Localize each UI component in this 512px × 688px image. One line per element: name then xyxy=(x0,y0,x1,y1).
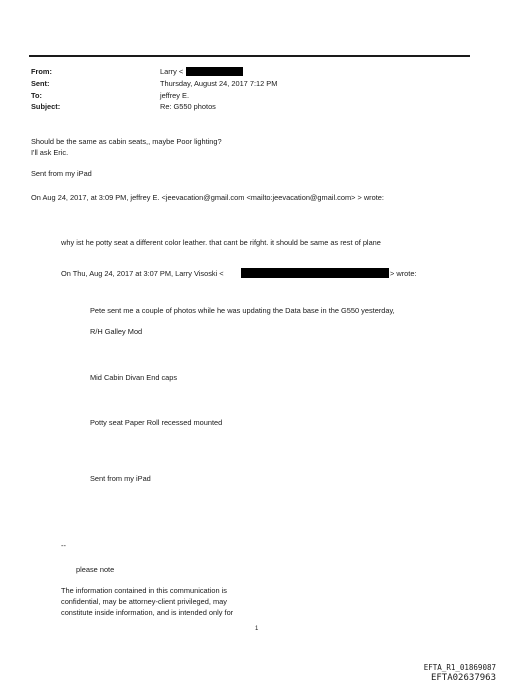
quote2-header-start: On Thu, Aug 24, 2017 at 3:07 PM, Larry Visoski < xyxy=(61,269,224,278)
redaction-box xyxy=(186,67,243,76)
disclaimer-line-3: constitute inside information, and is intended only for xyxy=(61,608,234,617)
redaction-box xyxy=(241,268,389,278)
please-note: please note xyxy=(76,565,115,574)
from-value: Larry < xyxy=(160,67,184,76)
item-potty-seat-paper-roll: Potty seat Paper Roll recessed mounted xyxy=(90,418,223,427)
header-rule xyxy=(29,55,470,57)
document-id-1: EFTA_R1_01869087 xyxy=(423,663,496,672)
to-value: jeffrey E. xyxy=(160,91,190,100)
quote2-text: Pete sent me a couple of photos while he was updating the Data base in the G550 yesterday, xyxy=(90,306,395,315)
signature-separator: -- xyxy=(61,541,66,550)
disclaimer-line-1: The information contained in this communication is xyxy=(61,586,227,595)
item-divan-end-caps: Mid Cabin Divan End caps xyxy=(90,373,178,382)
subject-value: Re: G550 photos xyxy=(160,102,216,111)
quote1-header: On Aug 24, 2017, at 3:09 PM, jeffrey E. <jeevacation@gmail.com <mailto:jeevacation@gmail.com> > wrote: xyxy=(31,193,384,202)
quote1-text: why ist he potty seat a different color leather. that cant be rifght. it should be same as rest of plane xyxy=(61,238,381,247)
body-line-2: I'll ask Eric. xyxy=(31,148,69,157)
document-id-2: EFTA02637963 xyxy=(430,673,496,683)
sent-label: Sent: xyxy=(31,79,50,88)
disclaimer-line-2: confidential, may be attorney-client privileged, may xyxy=(61,597,227,606)
item-galley-mod: R/H Galley Mod xyxy=(90,327,143,336)
to-label: To: xyxy=(31,91,42,100)
page-number: 1 xyxy=(255,626,259,632)
sent-value: Thursday, August 24, 2017 7:12 PM xyxy=(160,79,278,88)
sent-from-ipad-1: Sent from my iPad xyxy=(31,169,92,178)
sent-from-ipad-2: Sent from my iPad xyxy=(90,474,151,483)
subject-label: Subject: xyxy=(31,102,61,111)
from-label: From: xyxy=(31,67,52,76)
body-line-1: Should be the same as cabin seats,, maybe Poor lighting? xyxy=(31,137,222,146)
quote2-header-end: > wrote: xyxy=(390,269,417,278)
